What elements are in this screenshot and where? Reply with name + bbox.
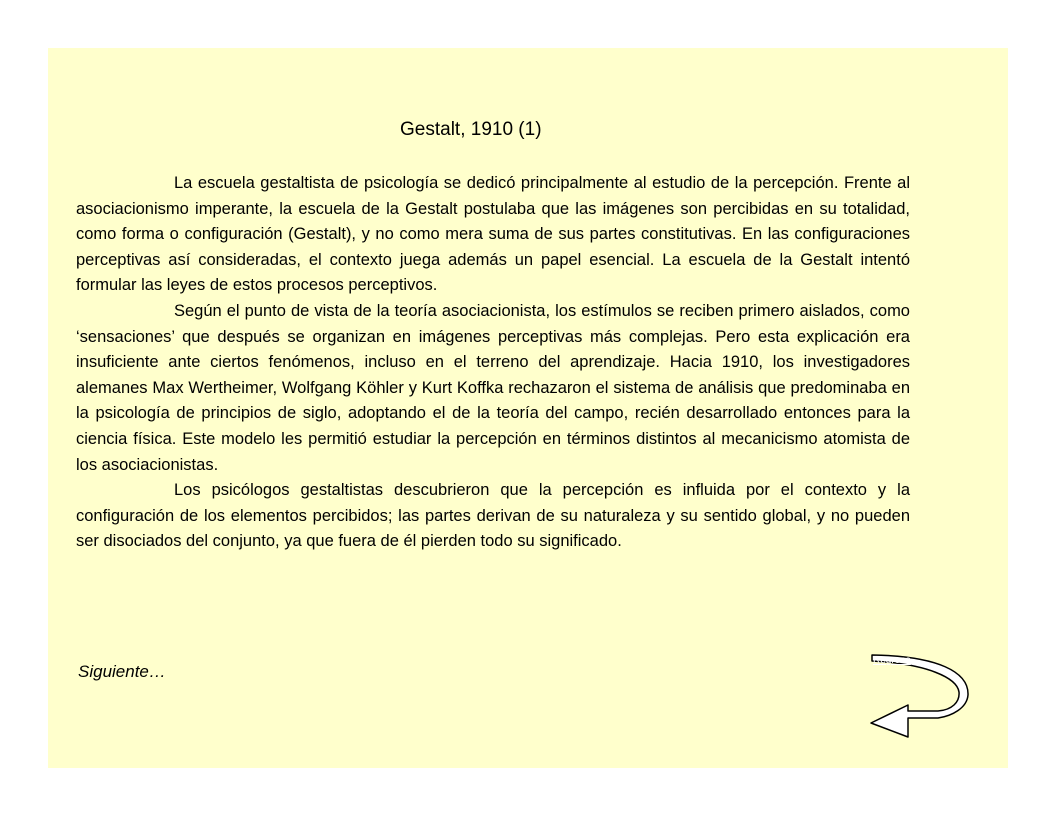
paragraph-1: La escuela gestaltista de psicología se dedicó principalmente al estudio de la percepción. Frente al asociacionismo imperante, la escuela de la Gestalt postulaba que las imágenes son percibidas en su totalidad, como forma o configuración (Gestalt), y no como mera suma de sus partes constitutivas. En las configuraciones perceptivas así consideradas, el contexto juega además un papel esencial. La escuela de la Gestalt intentó formular las leyes de estos procesos perceptivos. xyxy=(76,174,910,295)
slide-body xyxy=(76,171,910,555)
paragraph-3: Los psicólogos gestaltistas descubrieron que la percepción es influida por el contexto y la configuración de los elementos percibidos; las partes derivan de su naturaleza y su sentido global, y no pueden ser disociados del conjunto, ya que fuera de él pierden todo su significado. xyxy=(76,481,910,551)
back-button[interactable] xyxy=(868,650,972,746)
paragraph-2: Según el punto de vista de la teoría asociacionista, los estímulos se reciben primero aislados, como ‘sensaciones’ que después se organizan en imágenes perceptivas más complejas. Pero esta explicación era insuficiente ante ciertos fenómenos, incluso en el terreno del aprendizaje. Hacia 1910, los investigadores alemanes Max Wertheimer, Wolfgang Köhler y Kurt Koffka rechazaron el sistema de análisis que predominaba en la psicología de principios de siglo, adoptando el de la teoría del campo, recién desarrollado entonces para la ciencia física. Este modelo les permitió estudiar la percepción en términos distintos al mecanicismo atomista de los asociacionistas. xyxy=(76,301,910,474)
next-link[interactable]: Siguiente… xyxy=(78,662,166,681)
back-label: Regreso xyxy=(873,655,911,666)
slide-title: Gestalt, 1910 (1) xyxy=(400,119,542,140)
